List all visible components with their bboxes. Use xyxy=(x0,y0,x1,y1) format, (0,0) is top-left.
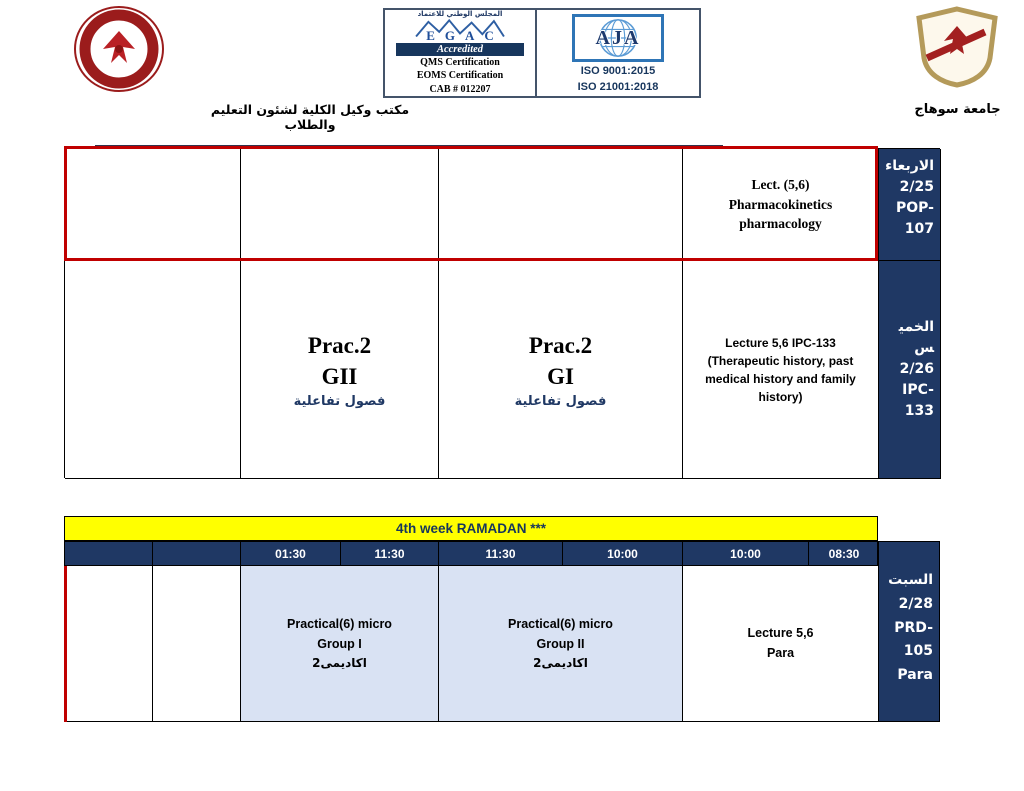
practical-micro-group2-cell xyxy=(439,566,683,722)
practical-title: Prac.2 xyxy=(307,332,372,358)
table-cell-empty xyxy=(65,149,241,261)
vice-dean-office-label: مكتب وكيل الكلية لشئون التعليم والطلاب xyxy=(210,102,410,132)
aja-logo xyxy=(572,14,664,62)
egac-eoms-line: EOMS Certification xyxy=(416,70,504,81)
red-left-border xyxy=(64,566,67,722)
time-cell-empty xyxy=(153,542,241,565)
interactive-classes-note: فصول تفاعلية xyxy=(514,394,607,410)
lecture-subject: Para xyxy=(766,645,795,660)
egac-cab-line: CAB # 012207 xyxy=(429,83,491,95)
day-date: 2/25 xyxy=(899,179,934,195)
thursday-day-header xyxy=(879,261,941,479)
lecture-line: Pharmacokinetics xyxy=(728,196,833,212)
egac-accredited-banner: Accredited xyxy=(396,43,524,56)
time-header-row xyxy=(64,541,878,566)
practical-gii-cell xyxy=(241,261,439,479)
day-code: POP-107 xyxy=(896,200,934,237)
practical-group: GII xyxy=(321,364,358,389)
practical-group: GI xyxy=(547,364,574,389)
table-cell-empty xyxy=(241,149,439,261)
header-divider xyxy=(95,145,723,147)
week2-content-row xyxy=(64,566,878,722)
time-cell: 08:30 xyxy=(828,546,860,561)
practical-line: Practical(6) micro xyxy=(287,617,392,632)
time-cell: 10:00 xyxy=(683,542,809,565)
lecture-line: pharmacology xyxy=(739,216,822,232)
day-code: IPC-133 xyxy=(902,382,934,419)
university-name-label: جامعة سوهاج xyxy=(914,102,1001,117)
time-cell: 10:00 xyxy=(563,542,683,565)
iso-21001-label: ISO 21001:2018 xyxy=(577,81,659,94)
wednesday-day-header xyxy=(879,149,941,261)
practical-group: Group I xyxy=(317,636,362,651)
thursday-lecture-cell xyxy=(683,261,879,479)
interactive-classes-note: فصول تفاعلية xyxy=(293,394,386,410)
table-cell-empty xyxy=(65,261,241,479)
iso-9001-label: ISO 9001:2015 xyxy=(580,65,656,77)
time-cell: 01:30 xyxy=(241,542,341,565)
egac-section xyxy=(385,10,537,96)
table-cell-empty xyxy=(439,149,683,261)
table-cell-empty xyxy=(65,566,153,722)
day-subject: Para xyxy=(897,667,933,684)
day-name: السبت xyxy=(888,572,933,588)
day-name: الخميس xyxy=(898,319,934,356)
lecture-line: Lect. (5,6) xyxy=(751,177,810,193)
faculty-shield-icon xyxy=(913,6,1001,88)
aja-section xyxy=(537,10,699,96)
egac-wordmark: EGAC xyxy=(426,27,504,43)
saturday-day-header xyxy=(878,541,940,722)
time-cell: 11:30 xyxy=(439,542,563,565)
practical-line: Practical(6) micro xyxy=(508,617,613,632)
day-date: 2/28 xyxy=(898,595,933,612)
practical-group: Group II xyxy=(536,636,585,651)
week1-timetable xyxy=(64,148,940,478)
practical-gi-cell xyxy=(439,261,683,479)
day-date: 2/26 xyxy=(899,361,934,377)
academic-note: اكاديمى2 xyxy=(312,655,367,670)
practical-title: Prac.2 xyxy=(528,332,593,358)
egac-qms-line: QMS Certification xyxy=(420,56,500,68)
time-cell-empty xyxy=(65,542,153,565)
academic-note: اكاديمى2 xyxy=(533,655,588,670)
egac-arabic-caption: المجلس الوطني للاعتماد xyxy=(417,10,503,18)
time-cell: 11:30 xyxy=(341,542,439,565)
day-code: PRD-105 xyxy=(894,619,933,660)
ramadan-week-banner: 4th week RAMADAN *** xyxy=(64,516,878,541)
university-seal-icon xyxy=(73,5,165,93)
lecture-description: Lecture 5,6 IPC-133 (Therapeutic history, past medical history and family history) xyxy=(705,335,856,404)
accreditation-box xyxy=(383,8,701,98)
wednesday-lecture-cell xyxy=(683,149,879,261)
aja-wordmark: AJA xyxy=(595,26,641,49)
lecture-line: Lecture 5,6 xyxy=(747,626,814,641)
saturday-lecture-cell xyxy=(683,566,879,722)
day-name: الاربعاء xyxy=(885,158,934,174)
table-cell-empty xyxy=(153,566,241,722)
practical-micro-group1-cell xyxy=(241,566,439,722)
